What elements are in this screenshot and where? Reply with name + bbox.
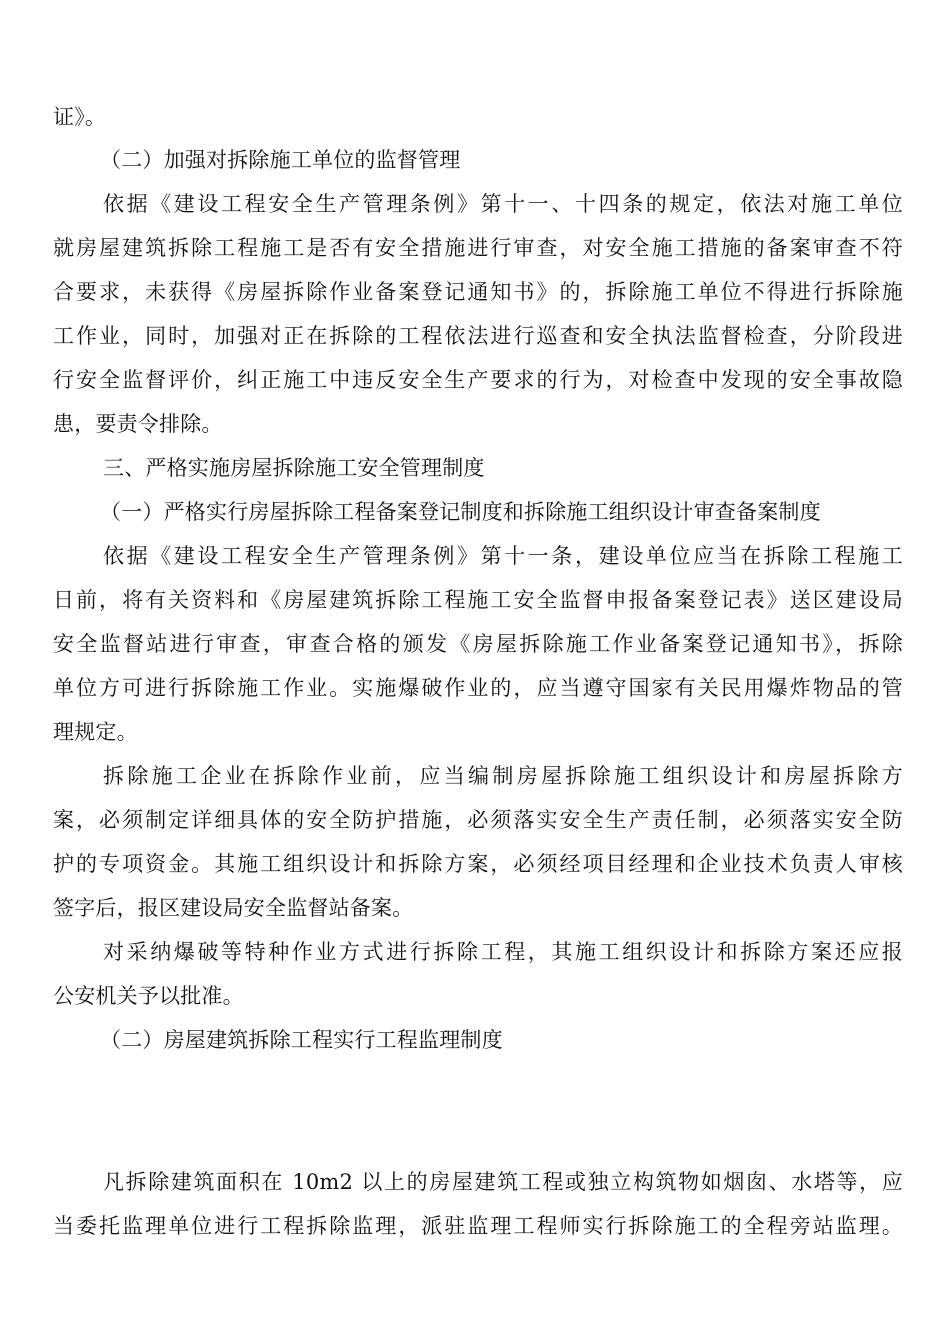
paragraph-line: 当委托监理单位进行工程拆除监理，派驻监理工程师实行拆除施工的全程旁站监理。: [53, 1214, 903, 1238]
paragraph-line: 就房屋建筑拆除工程施工是否有安全措施进行审查，对安全施工措施的备案审查不符: [53, 236, 903, 260]
paragraph-line: 患，要责令排除。: [53, 412, 223, 436]
paragraph-line: 护的专项资金。其施工组织设计和拆除方案，必须经项目经理和企业技术负责人审核: [53, 852, 903, 876]
paragraph-line: 日前，将有关资料和《房屋建筑拆除工程施工安全监督申报备案登记表》送区建设局: [53, 588, 903, 612]
paragraph-line: 对采纳爆破等特种作业方式进行拆除工程，其施工组织设计和拆除方案还应报: [103, 940, 903, 964]
paragraph-line: 案，必须制定详细具体的安全防护措施，必须落实安全生产责任制，必须落实安全防: [53, 808, 903, 832]
paragraph-line: 拆除施工企业在拆除作业前，应当编制房屋拆除施工组织设计和房屋拆除方: [103, 764, 903, 788]
paragraph-line: 公安机关予以批准。: [53, 984, 244, 1008]
paragraph-line: 依据《建设工程安全生产管理条例》第十一条，建设单位应当在拆除工程施工: [103, 544, 903, 568]
section-heading: （一）严格实行房屋拆除工程备案登记制度和拆除施工组织设计审查备案制度: [100, 500, 821, 524]
paragraph-line: 凡拆除建筑面积在 10m2 以上的房屋建筑工程或独立构筑物如烟囱、水塔等，应: [103, 1170, 903, 1194]
section-heading: （二）加强对拆除施工单位的监督管理: [100, 148, 461, 172]
paragraph-line: 工作业，同时，加强对正在拆除的工程依法进行巡查和安全执法监督检查，分阶段进: [53, 324, 903, 348]
paragraph-line: 合要求，未获得《房屋拆除作业备案登记通知书》的，拆除施工单位不得进行拆除施: [53, 280, 903, 304]
paragraph-line: 证》。: [53, 105, 107, 129]
paragraph-line: 理规定。: [53, 720, 138, 744]
section-heading: （二）房屋建筑拆除工程实行工程监理制度: [100, 1028, 503, 1052]
paragraph-line: 单位方可进行拆除施工作业。实施爆破作业的，应当遵守国家有关民用爆炸物品的管: [53, 676, 903, 700]
paragraph-line: 签字后，报区建设局安全监督站备案。: [53, 896, 414, 920]
paragraph-line: 行安全监督评价，纠正施工中违反安全生产要求的行为，对检查中发现的安全事故隐: [53, 368, 903, 392]
paragraph-line: 依据《建设工程安全生产管理条例》第十一、十四条的规定，依法对施工单位: [103, 192, 903, 216]
section-heading: 三、严格实施房屋拆除施工安全管理制度: [103, 456, 485, 480]
paragraph-line: 安全监督站进行审查，审查合格的颁发《房屋拆除施工作业备案登记通知书》，拆除: [53, 632, 903, 656]
